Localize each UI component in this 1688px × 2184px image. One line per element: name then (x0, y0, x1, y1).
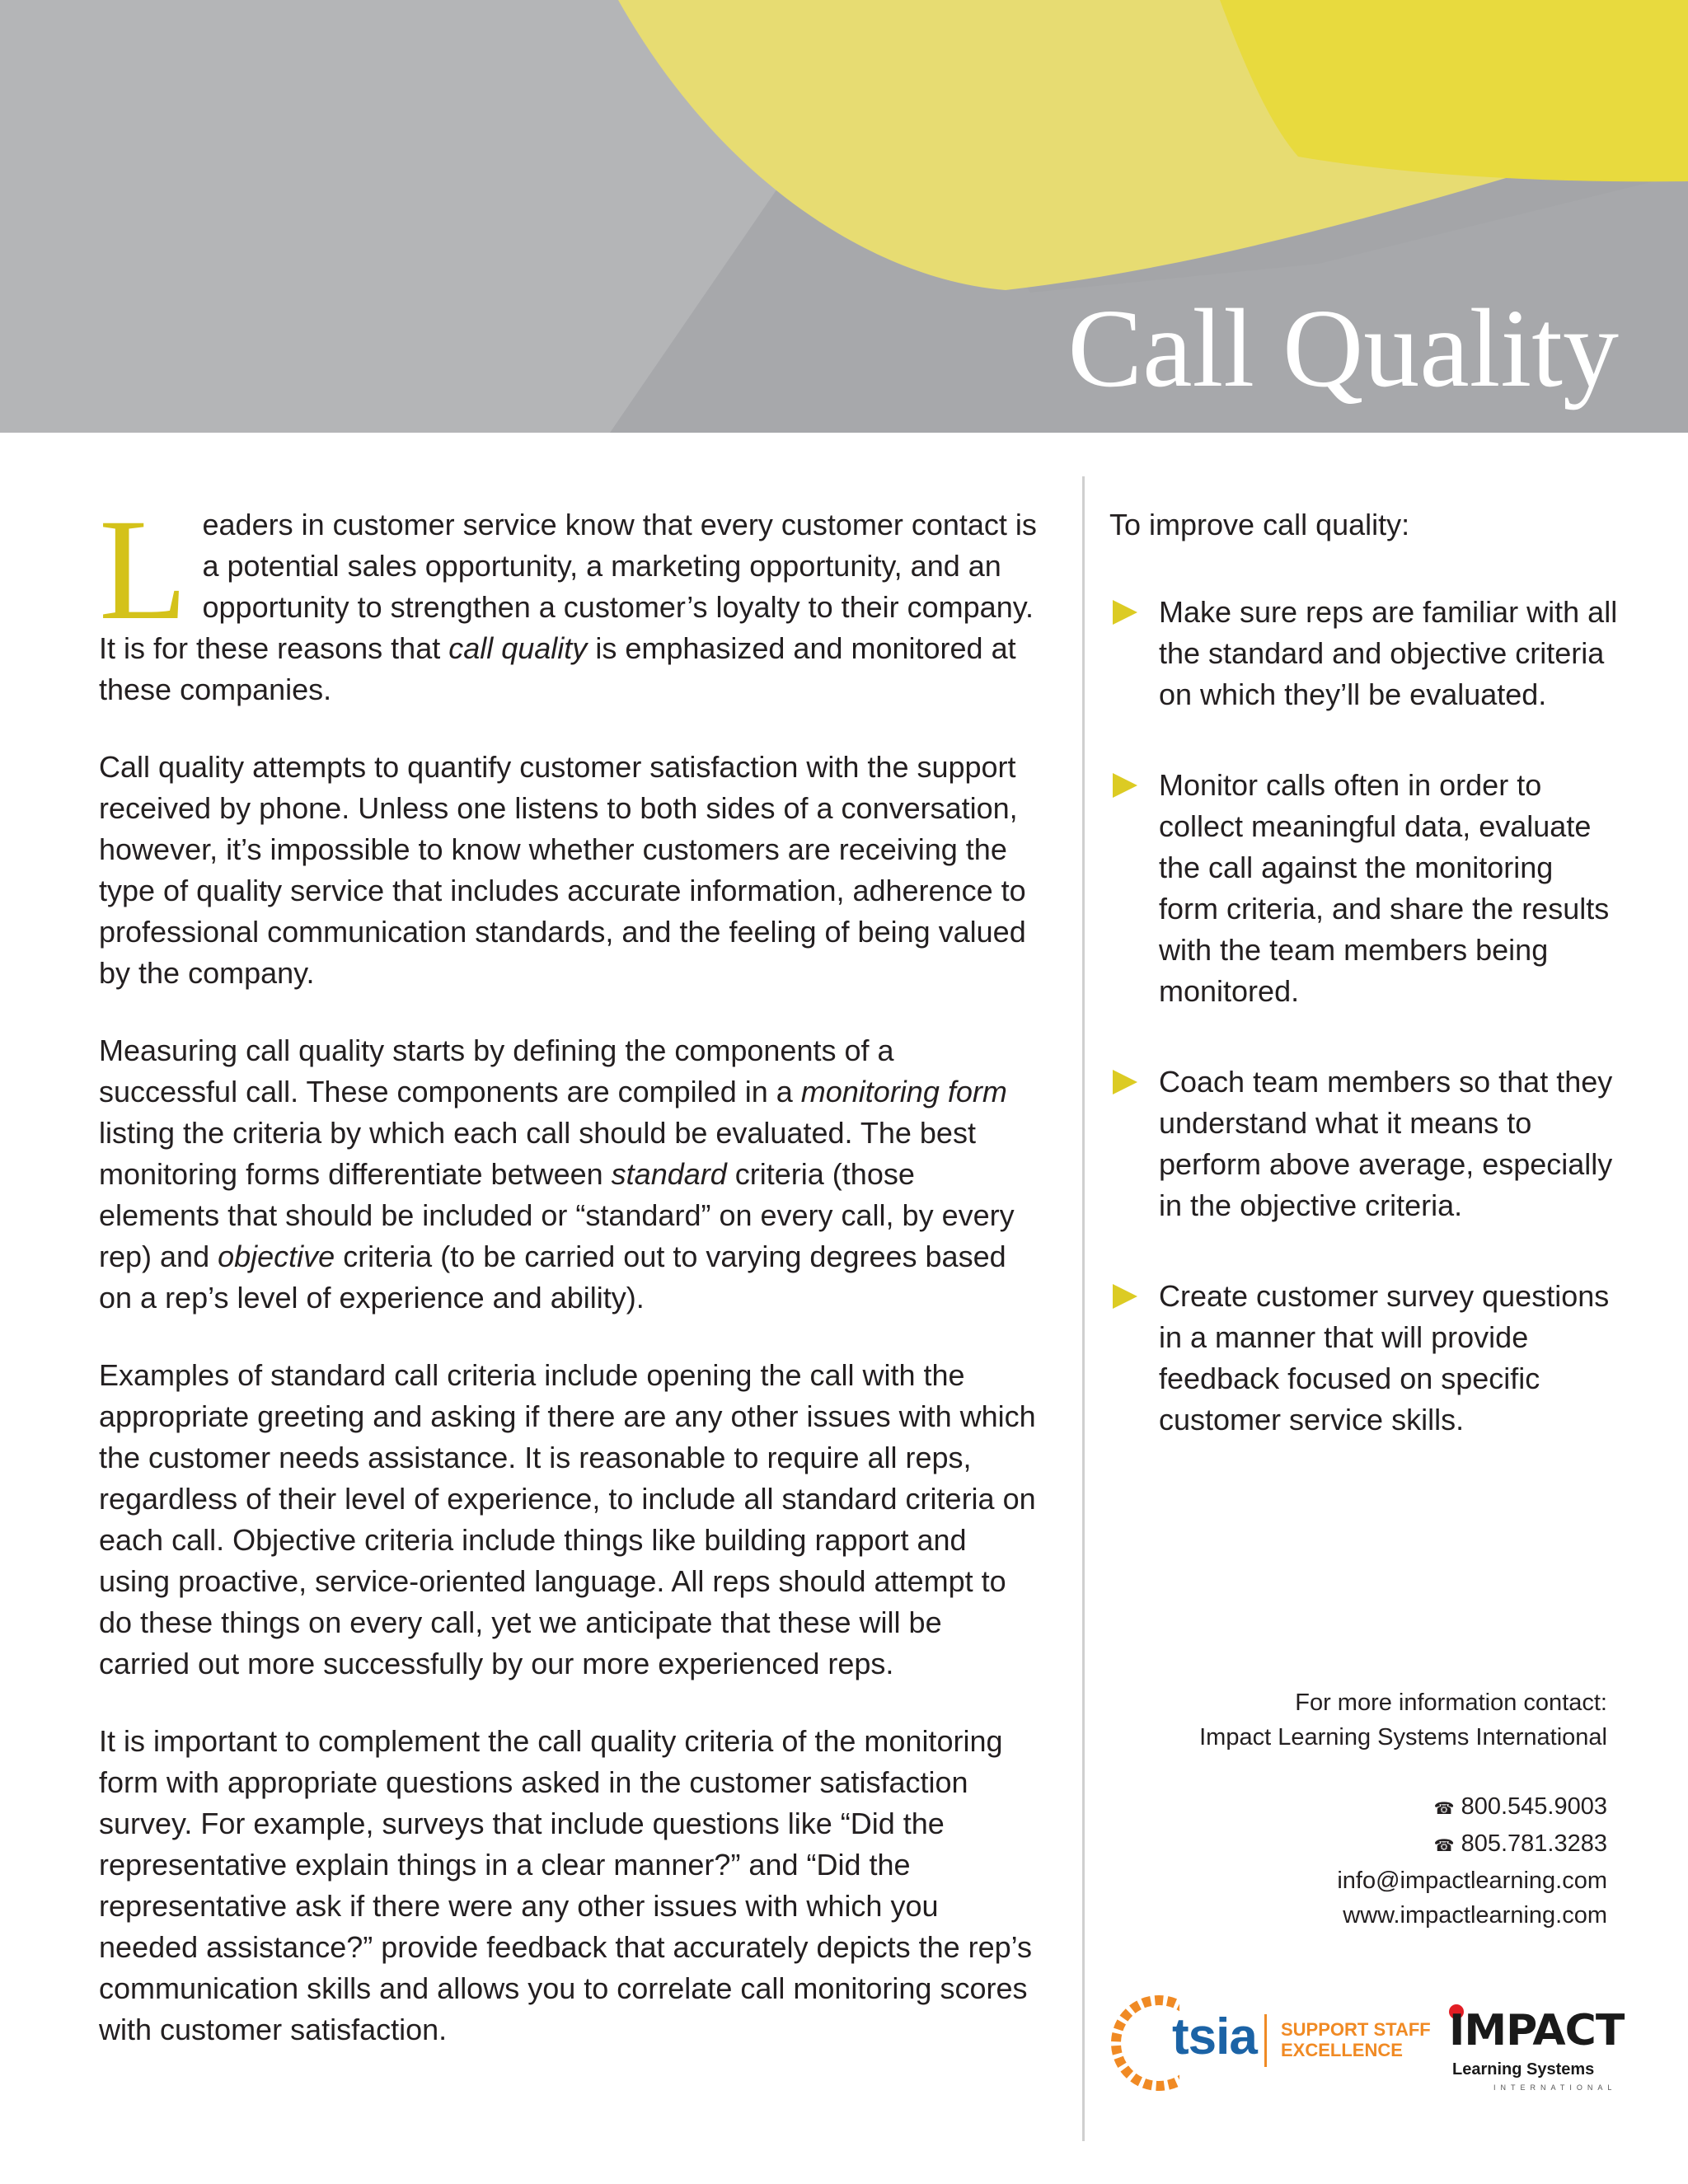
sidebar-tips (1109, 504, 1620, 1490)
logos-row (1101, 1981, 1625, 2105)
triangle-bullet-icon (1113, 600, 1137, 625)
para3-c: criteria (those elements that should be included or “standard” on every call, by every rep) and (99, 1157, 1015, 1273)
bullet-item (1109, 592, 1620, 715)
website-link[interactable]: www.impactlearning.com (1343, 1902, 1607, 1929)
bullet-item (1109, 1062, 1620, 1226)
para3-a: Measuring call quality starts by defining the components of a successful call. These components are compiled in a (99, 1033, 894, 1108)
bullet-text: Make sure reps are familiar with all the standard and objective criteria on which they’ll be evaluated. (1159, 595, 1618, 711)
email-link[interactable]: info@impactlearning.com (1337, 1868, 1607, 1894)
para3-em2: standard (611, 1157, 727, 1191)
para3-b: listing the criteria by which each call should be evaluated. The best monitoring forms differentiate between (99, 1116, 976, 1191)
phone-1 (1030, 1789, 1607, 1826)
page-title: Call Quality (1067, 287, 1619, 410)
learning-systems-text: Learning Systems (1452, 2060, 1595, 2079)
header-banner (0, 0, 1688, 433)
support-staff-excellence-text (1281, 2019, 1431, 2060)
para3-em1: monitoring form (800, 1075, 1007, 1108)
bullet-item (1109, 765, 1620, 1012)
triangle-bullet-icon (1113, 1284, 1137, 1309)
paragraph-4: Examples of standard call criteria include opening the call with the appropriate greeting and asking if there are any other issues with which the customer needs assistance. It is reasonable to require all reps, regardless of their level of experience, to include all standard criteria on each call. Objective criteria include things like building rapport and using proactive, service-oriented language. All reps should attempt to do these things on every call, yet we anticipate that these will be carried out more successfully by our more experienced reps. (99, 1358, 1036, 1680)
logo-separator (1264, 2014, 1267, 2067)
sse-line-1: SUPPORT STAFF (1281, 2019, 1431, 2040)
contact-heading: For more information contact: (1295, 1690, 1607, 1716)
phone-icon: ☎ (1433, 1837, 1455, 1855)
bullet-text: Coach team members so that they understand what it means to perform above average, especially in the objective criteria. (1159, 1065, 1613, 1222)
para1-emphasis: call quality (448, 631, 588, 665)
paragraph-intro (99, 490, 1039, 710)
para3-em3: objective (218, 1240, 335, 1273)
sse-line-2: EXCELLENCE (1281, 2040, 1403, 2060)
contact-block (1030, 1685, 1607, 1933)
paragraph-5: It is important to complement the call quality criteria of the monitoring form with appropriate questions asked in the customer satisfaction survey. For example, surveys that include questions like “Did the representative explain things in a clear manner?” and “Did the representative ask if there were any other issues with which you needed assistance?” provide feedback that accurately depicts the rep’s communication skills and allows you to correlate call monitoring scores with customer satisfaction. (99, 1724, 1033, 2046)
impact-logo-text: IMPACT (1449, 2006, 1625, 2055)
drop-cap: L (99, 490, 188, 650)
triangle-bullet-icon (1113, 773, 1137, 798)
tsia-logo-text: tsia (1172, 2008, 1257, 2065)
company-name: Impact Learning Systems International (1199, 1724, 1607, 1750)
main-article (99, 490, 1039, 2087)
phone-1-number: 800.545.9003 (1461, 1793, 1607, 1820)
para1-lead: eaders in customer service know that every customer contact is a potential sales opportunity, a marketing opportunity, and an opportunity to strengthen a customer’s loyalty to their company. It is for these reasons that (99, 508, 1037, 665)
phone-2 (1030, 1826, 1607, 1863)
triangle-bullet-icon (1113, 1070, 1137, 1094)
bullet-text: Monitor calls often in order to collect meaningful data, evaluate the call against the monitoring form criteria, and share the results with the team members being monitored. (1159, 768, 1610, 1008)
paragraph-3 (99, 1030, 1039, 1319)
sidebar-intro: To improve call quality: (1109, 508, 1410, 541)
bullet-text: Create customer survey questions in a manner that will provide feedback focused on specific customer service skills. (1159, 1279, 1610, 1436)
phone-2-number: 805.781.3283 (1461, 1830, 1607, 1857)
para1-tail: is emphasized and monitored at these companies. (99, 631, 1016, 706)
international-text: INTERNATIONAL (1493, 2083, 1617, 2092)
para3-d: criteria (to be carried out to varying degrees based on a rep’s level of experience and ability). (99, 1240, 1006, 1315)
phone-icon: ☎ (1433, 1800, 1455, 1818)
bullet-item (1109, 1276, 1620, 1441)
paragraph-2: Call quality attempts to quantify customer satisfaction with the support received by phone. Unless one listens to both sides of a conversation, however, it’s impossible to know whether customers are receiving the type of quality service that includes accurate information, adherence to professional communication standards, and the feeling of being valued by the company. (99, 750, 1026, 990)
